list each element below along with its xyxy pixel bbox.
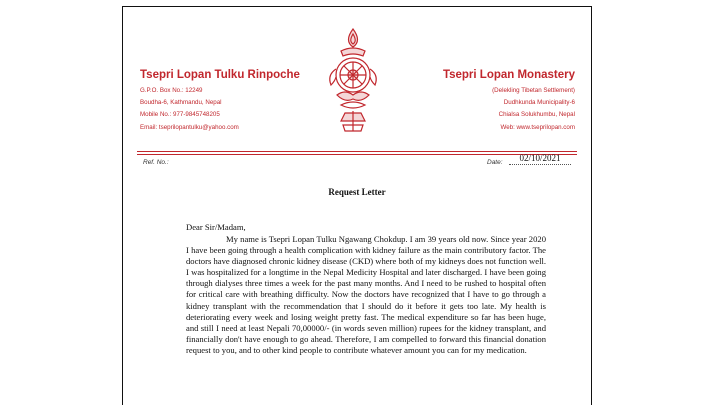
sender-email: Email: tseprilopantulku@yahoo.com — [140, 123, 239, 131]
sender-po-box: G.P.O. Box No.: 12249 — [140, 87, 203, 94]
reference-number-label: Ref. No.: — [143, 159, 169, 166]
monastery-header — [375, 69, 575, 134]
sender-address: Boudha-6, Kathmandu, Nepal — [140, 99, 222, 107]
date-value: 02/10/2021 — [509, 153, 571, 165]
letter-subject: Request Letter — [328, 187, 386, 197]
monastery-municipality: Dudhkunda Municipality-6 — [503, 99, 575, 107]
sender-header — [140, 69, 340, 134]
monastery-location: Chialsa Solukhumbu, Nepal — [498, 111, 575, 119]
date-label: Date: — [487, 159, 503, 166]
letter-page — [122, 6, 592, 405]
monastery-name: Tsepri Lopan Monastery — [442, 69, 575, 81]
sender-mobile: Mobile No.: 977-9845748205 — [140, 111, 220, 119]
monastery-website: Web: www.tseprilopan.com — [500, 123, 575, 131]
letter-salutation: Dear Sir/Madam, — [186, 222, 246, 232]
monastery-settlement: (Delekling Tibetan Settlement) — [492, 87, 575, 94]
sender-name: Tsepri Lopan Tulku Rinpoche — [140, 69, 300, 81]
letter-body: My name is Tsepri Lopan Tulku Ngawang Chokdup. I am 39 years old now. Since year 2020 I have been going through a health complication with kidney failure as the main contributory factor. The doctors have diagnosed chronic kidney disease (CKD) where both of my kidneys does not function well. I was hospitalized for a longtime in the Nepal Medicity Hospital and later discharged. I have been going through dialyses three times a week for the past many months. And I need to be rushed to hospital often for critical care with breathing difficulty. Now the doctors have recognized that I have to go through a kidney transplant with the recommendation that I should do it before it gets too late. My health is deteriorating every week and losing weight pretty fast. The medical expenditure so far has been huge, and still I need at least Nepali 70,00000/- (in words seven million) rupees for the kidney transplant, and financially don't have enough to go ahead. Therefore, I am compelled to forward this financial donation request to you, and to other kind people to contribute whatever amount you can for my medication. — [186, 234, 546, 355]
